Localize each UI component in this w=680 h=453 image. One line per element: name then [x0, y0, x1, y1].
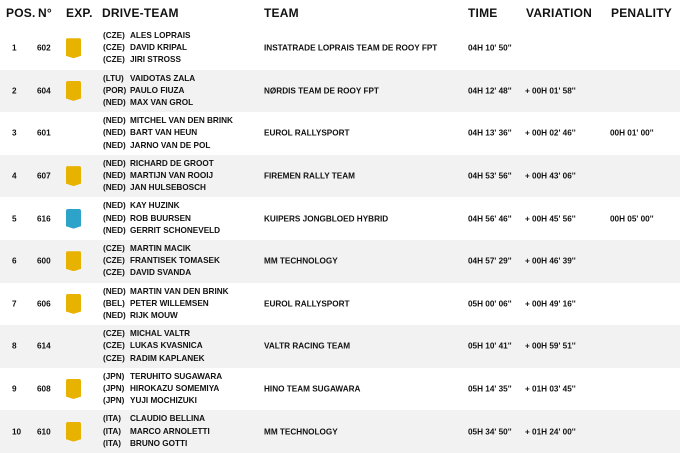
- header-exp: EXP.: [66, 6, 93, 20]
- crew-member: [103, 426, 210, 438]
- crew-member: [103, 255, 220, 267]
- crew-cell: [103, 73, 195, 110]
- crew-member: [103, 225, 220, 237]
- position-cell: 5: [12, 214, 17, 224]
- team-cell: EUROL RALLYSPORT: [264, 299, 350, 309]
- variation-cell: + 00H 46' 39'': [525, 256, 576, 266]
- position-cell: 1: [12, 43, 17, 53]
- crew-name: BRUNO GOTTI: [130, 438, 188, 448]
- crew-member: [103, 286, 229, 298]
- crew-cell: [103, 413, 210, 450]
- team-cell: NØRDIS TEAM DE ROOY FPT: [264, 86, 379, 96]
- crew-member: [103, 54, 191, 66]
- exp-cell: [66, 336, 81, 356]
- crew-member: [103, 42, 191, 54]
- table-row[interactable]: [0, 112, 680, 155]
- crew-nationality: (POR): [103, 85, 127, 95]
- table-row[interactable]: [0, 197, 680, 240]
- crew-name: DAVID KRIPAL: [130, 43, 188, 53]
- table-row[interactable]: [0, 325, 680, 368]
- crew-member: [103, 213, 220, 225]
- crew-member: [103, 158, 214, 170]
- crew-name: ROB BUURSEN: [130, 213, 191, 223]
- crew-name: PAULO FIUZA: [130, 85, 185, 95]
- position-cell: 7: [12, 299, 17, 309]
- crew-nationality: (NED): [103, 116, 126, 126]
- crew-name: VAIDOTAS ZALA: [130, 73, 196, 83]
- number-cell: 610: [37, 427, 51, 437]
- crew-nationality: (CZE): [103, 31, 125, 40]
- crew-name: MARCO ARNOLETTI: [130, 426, 210, 436]
- time-cell: 05H 10' 41'': [468, 341, 512, 351]
- exp-cell: [66, 294, 81, 314]
- crew-cell: [103, 371, 222, 408]
- crew-nationality: (CZE): [103, 268, 125, 278]
- header-pos: POS.: [6, 6, 36, 20]
- crew-nationality: (JPN): [103, 371, 125, 381]
- time-cell: 04H 57' 29'': [468, 256, 512, 266]
- position-cell: 8: [12, 341, 17, 351]
- number-cell: 614: [37, 341, 51, 351]
- crew-cell: [103, 115, 233, 152]
- exp-gold-badge-icon: [66, 251, 81, 271]
- time-cell: 05H 00' 06'': [468, 299, 512, 309]
- crew-member: [103, 200, 220, 212]
- crew-member: [103, 140, 233, 152]
- variation-cell: + 00H 01' 58'': [525, 86, 576, 96]
- crew-nationality: (BEL): [103, 298, 125, 308]
- number-cell: 602: [37, 43, 51, 53]
- crew-nationality: (NED): [103, 225, 126, 235]
- exp-cell: [66, 123, 81, 143]
- crew-name: RICHARD DE GROOT: [130, 158, 214, 168]
- crew-member: [103, 127, 233, 139]
- number-cell: 608: [37, 384, 51, 394]
- exp-gold-badge-icon: [66, 38, 81, 58]
- crew-nationality: (JPN): [103, 396, 125, 406]
- crew-cell: [103, 328, 205, 365]
- exp-cell: [66, 38, 81, 58]
- crew-nationality: (NED): [103, 140, 126, 150]
- time-cell: 05H 34' 50'': [468, 427, 512, 437]
- exp-cell: [66, 379, 81, 399]
- crew-cell: [103, 158, 214, 195]
- exp-gold-badge-icon: [66, 166, 81, 186]
- variation-cell: + 01H 24' 00'': [525, 427, 576, 437]
- table-row[interactable]: [0, 283, 680, 326]
- crew-nationality: (NED): [103, 183, 126, 193]
- table-row[interactable]: [0, 410, 680, 453]
- variation-cell: + 00H 49' 16'': [525, 299, 576, 309]
- variation-cell: + 00H 45' 56'': [525, 214, 576, 224]
- crew-member: [103, 115, 233, 127]
- crew-nationality: (NED): [103, 97, 126, 107]
- table-row[interactable]: [0, 240, 680, 283]
- crew-nationality: (CZE): [103, 43, 125, 53]
- crew-member: [103, 371, 222, 383]
- variation-cell: + 00H 02' 46'': [525, 128, 576, 138]
- variation-cell: + 00H 59' 51'': [525, 341, 576, 351]
- crew-member: [103, 353, 205, 365]
- number-cell: 607: [37, 171, 51, 181]
- team-cell: HINO TEAM SUGAWARA: [264, 384, 361, 394]
- crew-name: JIRI STROSS: [130, 55, 181, 65]
- table-row[interactable]: [0, 155, 680, 198]
- crew-nationality: (CZE): [103, 243, 125, 253]
- crew-member: [103, 298, 229, 310]
- crew-nationality: (CZE): [103, 353, 125, 363]
- number-cell: 601: [37, 128, 51, 138]
- crew-name: TERUHITO SUGAWARA: [130, 371, 223, 381]
- crew-name: MAX VAN GROL: [130, 97, 194, 107]
- crew-member: [103, 438, 210, 450]
- exp-cell: [66, 251, 81, 271]
- table-header: [0, 0, 680, 27]
- crew-name: BART VAN HEUN: [130, 128, 198, 138]
- exp-gold-badge-icon: [66, 81, 81, 101]
- crew-member: [103, 73, 195, 85]
- position-cell: 2: [12, 86, 17, 96]
- exp-blue-badge-icon: [66, 209, 81, 229]
- crew-member: [103, 328, 205, 340]
- crew-nationality: (NED): [103, 201, 126, 211]
- crew-member: [103, 413, 210, 425]
- team-cell: FIREMEN RALLY TEAM: [264, 171, 355, 181]
- crew-member: [103, 310, 229, 322]
- crew-name: HIROKAZU SOMEMIYA: [130, 383, 220, 393]
- crew-name: JARNO VAN DE POL: [130, 140, 211, 150]
- number-cell: 604: [37, 86, 51, 96]
- position-cell: 9: [12, 384, 17, 394]
- crew-name: MARTIJN VAN ROOIJ: [130, 170, 214, 180]
- crew-member: [103, 243, 220, 255]
- crew-name: RIJK MOUW: [130, 310, 178, 320]
- header-team: TEAM: [264, 6, 299, 20]
- time-cell: 04H 10' 50'': [468, 43, 512, 53]
- time-cell: 04H 53' 56'': [468, 171, 512, 181]
- exp-cell: [66, 422, 81, 442]
- exp-gold-badge-icon: [66, 379, 81, 399]
- header-penality: PENALITY: [611, 6, 672, 20]
- crew-cell: [103, 200, 220, 237]
- header-variation: VARIATION: [526, 6, 593, 20]
- crew-nationality: (LTU): [103, 73, 124, 83]
- exp-gold-badge-icon: [66, 422, 81, 442]
- crew-cell: [103, 243, 220, 280]
- crew-nationality: (NED): [103, 286, 126, 296]
- crew-name: CLAUDIO BELLINA: [130, 414, 206, 424]
- position-cell: 3: [12, 128, 17, 138]
- crew-nationality: (ITA): [103, 438, 122, 448]
- crew-nationality: (CZE): [103, 341, 125, 351]
- team-cell: VALTR RACING TEAM: [264, 341, 351, 351]
- team-cell: KUIPERS JONGBLOED HYBRID: [264, 214, 389, 224]
- crew-nationality: (NED): [103, 128, 126, 138]
- table-row[interactable]: [0, 368, 680, 411]
- position-cell: 10: [12, 427, 22, 437]
- crew-nationality: (CZE): [103, 256, 125, 266]
- table-row[interactable]: [0, 27, 680, 70]
- crew-name: MICHAL VALTR: [130, 329, 191, 339]
- crew-nationality: (JPN): [103, 383, 125, 393]
- crew-name: MITCHEL VAN DEN BRINK: [130, 116, 233, 126]
- number-cell: 616: [37, 214, 51, 224]
- crew-nationality: (NED): [103, 213, 126, 223]
- crew-member: [103, 340, 205, 352]
- exp-gold-badge-icon: [66, 294, 81, 314]
- team-cell: MM TECHNOLOGY: [264, 256, 338, 266]
- crew-member: [103, 383, 222, 395]
- crew-cell: [103, 30, 191, 67]
- team-cell: INSTATRADE LOPRAIS TEAM DE ROOY FPT: [264, 43, 438, 53]
- crew-nationality: (NED): [103, 170, 126, 180]
- crew-nationality: (NED): [103, 158, 126, 168]
- exp-cell: [66, 166, 81, 186]
- table-row[interactable]: [0, 70, 680, 113]
- exp-cell: [66, 209, 81, 229]
- crew-name: MARTIN VAN DEN BRINK: [130, 286, 229, 296]
- crew-nationality: (CZE): [103, 329, 125, 339]
- crew-name: JAN HULSEBOSCH: [130, 183, 206, 193]
- time-cell: 04H 13' 36'': [468, 128, 512, 138]
- crew-nationality: (NED): [103, 310, 126, 320]
- position-cell: 4: [12, 171, 17, 181]
- crew-member: [103, 30, 191, 42]
- header-drive-team: DRIVE-TEAM: [102, 6, 179, 20]
- crew-name: LUKAS KVASNICA: [130, 341, 203, 351]
- crew-member: [103, 267, 220, 279]
- crew-nationality: (CZE): [103, 55, 125, 65]
- header-num: N°: [38, 6, 52, 20]
- crew-name: YUJI MOCHIZUKI: [130, 396, 197, 406]
- crew-name: MARTIN MACIK: [130, 243, 191, 253]
- team-cell: MM TECHNOLOGY: [264, 427, 338, 437]
- crew-name: GERRIT SCHONEVELD: [130, 225, 221, 235]
- header-time: TIME: [468, 6, 498, 20]
- crew-nationality: (ITA): [103, 414, 122, 424]
- team-cell: EUROL RALLYSPORT: [264, 128, 350, 138]
- crew-nationality: (ITA): [103, 426, 122, 436]
- exp-cell: [66, 81, 81, 101]
- time-cell: 04H 12' 48'': [468, 86, 512, 96]
- table-body: [0, 27, 680, 453]
- crew-member: [103, 182, 214, 194]
- time-cell: 05H 14' 35'': [468, 384, 512, 394]
- position-cell: 6: [12, 256, 17, 266]
- crew-cell: [103, 286, 229, 323]
- crew-name: ALES LOPRAIS: [130, 31, 191, 40]
- crew-name: KAY HUZINK: [130, 201, 180, 211]
- time-cell: 04H 56' 46'': [468, 214, 512, 224]
- crew-name: RADIM KAPLANEK: [130, 353, 205, 363]
- crew-name: PETER WILLEMSEN: [130, 298, 209, 308]
- crew-name: DAVID SVANDA: [130, 268, 192, 278]
- number-cell: 606: [37, 299, 51, 309]
- penality-cell: 00H 01' 00'': [610, 128, 654, 138]
- variation-cell: + 01H 03' 45'': [525, 384, 576, 394]
- crew-member: [103, 85, 195, 97]
- penality-cell: 00H 05' 00'': [610, 214, 654, 224]
- number-cell: 600: [37, 256, 51, 266]
- variation-cell: + 00H 43' 06'': [525, 171, 576, 181]
- crew-member: [103, 395, 222, 407]
- crew-member: [103, 97, 195, 109]
- crew-name: FRANTISEK TOMASEK: [130, 256, 220, 266]
- crew-member: [103, 170, 214, 182]
